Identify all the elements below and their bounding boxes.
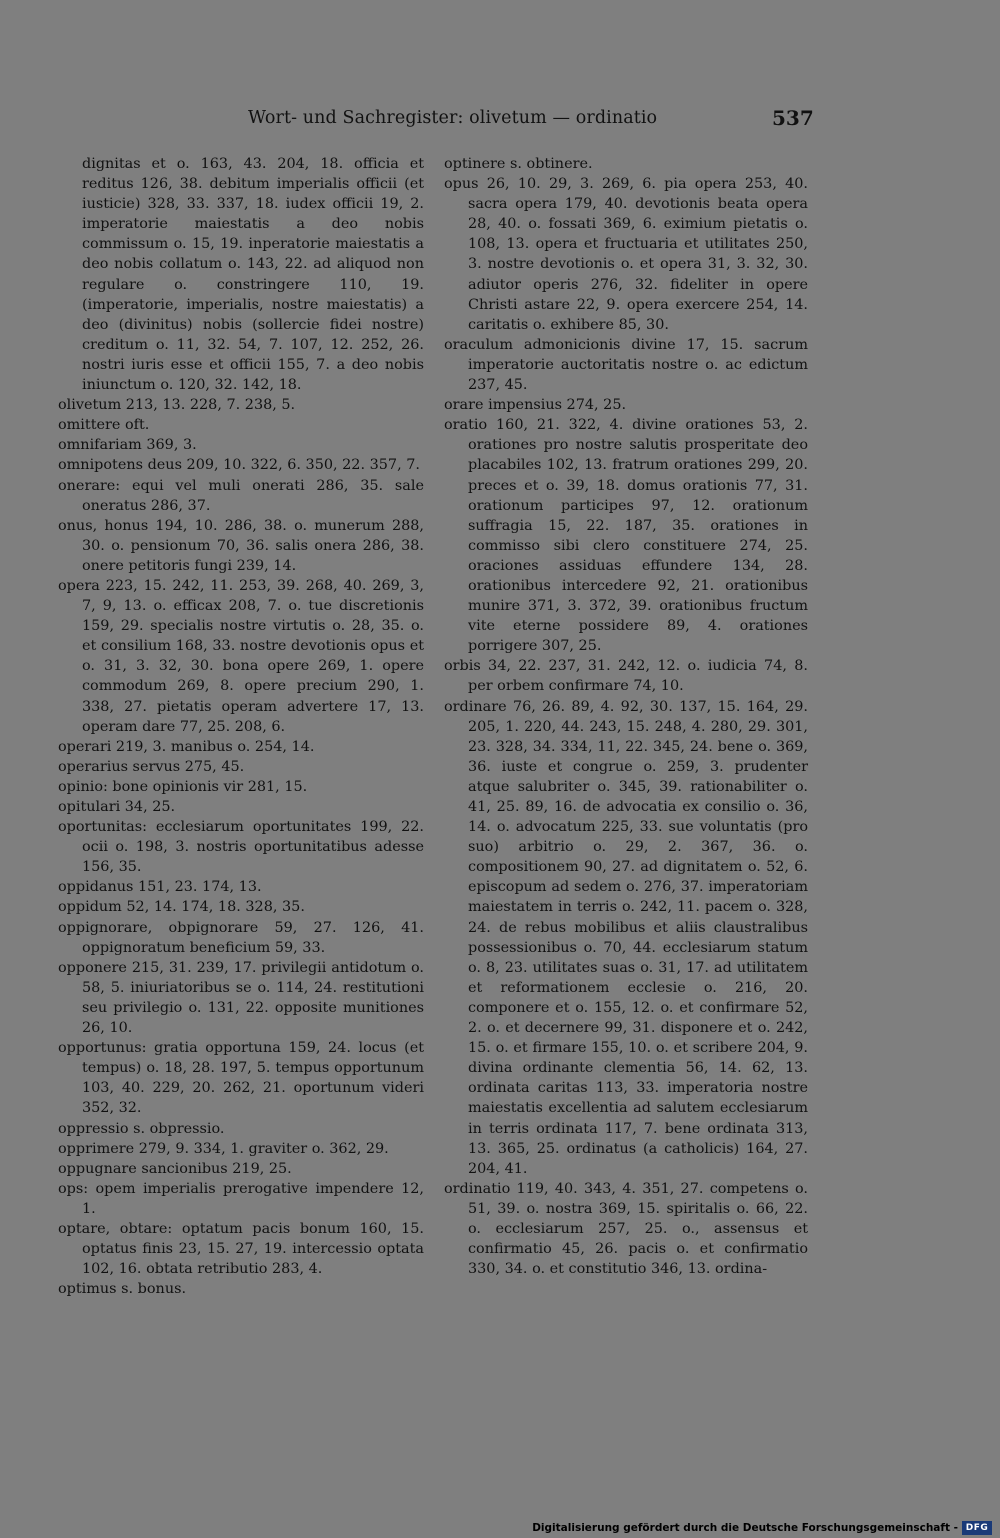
page-header-title: Wort- und Sachregister: olivetum — ordinatio — [248, 108, 658, 128]
funding-notice: Digitalisierung gefördert durch die Deutsche Forschungsgemeinschaft - — [532, 1522, 958, 1534]
index-entry: dignitas et o. 163, 43. 204, 18. officia et reditus 126, 38. debitum imperialis officii (et iusticie) 328, 33. 337, 18. iudex officii 19, 2. imperatorie maiestatis a deo nobis commissum o. 15, 19. inperatorie maiestatis a deo nobis collatum o. 143, 22. ad aliquod non regulare o. constringere 110, 19. (imperatorie, imperialis, nostre maiestatis) a deo (divinitus) nobis (sollercie fidei nostre) creditum o. 11, 32. 54, 7. 107, 12. 252, 26. nostri iuris esse et officii 155, 7. a deo nobis iniunctum o. 120, 32. 142, 18. — [82, 156, 424, 394]
index-entry: omnipotens deus 209, 10. 322, 6. 350, 22. 357, 7. — [58, 457, 420, 474]
index-entry: opinio: bone opinionis vir 281, 15. — [58, 778, 308, 795]
index-entry: ordinare 76, 26. 89, 4. 92, 30. 137, 15. 164, 29. 205, 1. 220, 44. 243, 15. 248, 4. 280, 29. 301, 23. 328, 34. 334, 11, 22. 345, 24. bene o. 369, 36. iuste et congrue o. 259, 3. prudenter atque salubriter o. 345, 39. rationabiliter o. 41, 25. 89, 16. de advocatia ex consilio o. 36, 14. o. advocatum 225, 33. sue voluntatis (pro suo) arbitrio o. 29, 2. 367, 36. o. compositionem 90, 27. ad dignitatem o. 52, 6. episcopum ad sedem o. 276, 37. imperatoriam maiestatem in terris o. 242, 11. pacem o. 328, 24. de rebus mobilibus et aliis claustralibus possessionibus o. 70, 44. ecclesiarum statum o. 8, 23. utilitates suas o. 31, 17. ad utilitatem et reformationem ecclesie o. 216, 20. componere et o. 155, 12. o. et confirmare 52, 2. o. et decernere 99, 31. disponere et o. 242, 15. o. et firmare 155, 10. o. et scribere 204, 9. divina ordinante clementia 56, 14. 62, 13. ordinata caritas 113, 33. imperatoria nostre maiestatis excellentia ad salutem ecclesiarum in terris ordinata 117, 7. bene ordinata 313, 13. 365, 25. ordinatus (a catholicis) 164, 27. 204, 41. — [444, 698, 808, 1177]
index-entry: oppressio s. obpressio. — [58, 1120, 225, 1137]
index-entry: opus 26, 10. 29, 3. 269, 6. pia opera 253, 40. sacra opera 179, 40. devotionis beata opera 28, 40. o. fossati 369, 6. eximium pietatis o. 108, 13. opera et fructuaria et utilitates 250, 3. nostre devotionis o. et opera 31, 3. 32, 30. adiutor operis 276, 32. fideliter in opere Christi astare 22, 9. opera exercere 254, 14. caritatis o. exhibere 85, 30. — [444, 176, 808, 333]
index-entry: optimus s. bonus. — [58, 1281, 187, 1298]
index-entry: oraculum admonicionis divine 17, 15. sacrum imperatorie auctoritatis nostre o. ac edictum 237, 45. — [444, 336, 808, 394]
index-entry: optare, obtare: optatum pacis bonum 160, 15. optatus finis 23, 15. 27, 19. intercessio optata 102, 16. obtata retributio 283, 4. — [58, 1220, 424, 1278]
dfg-logo: DFG — [962, 1521, 992, 1535]
index-entry: oppidum 52, 14. 174, 18. 328, 35. — [58, 899, 305, 916]
index-entry: operari 219, 3. manibus o. 254, 14. — [58, 738, 315, 755]
index-entry: omittere oft. — [58, 417, 150, 434]
index-entry: olivetum 213, 13. 228, 7. 238, 5. — [58, 397, 296, 414]
index-entry: omnifariam 369, 3. — [58, 437, 197, 454]
footer — [0, 1516, 1000, 1538]
index-entry: orare impensius 274, 25. — [444, 397, 627, 414]
running-head — [0, 108, 1000, 134]
index-entry: oppugnare sancionibus 219, 25. — [58, 1160, 292, 1177]
index-entry: ordinatio 119, 40. 343, 4. 351, 27. competens o. 51, 39. o. nostra 369, 15. spiritalis o. 66, 22. o. ecclesiarum 257, 25. o., assensus et confirmatio 45, 26. pacis o. et confirmatio 330, 34. o. et constitutio 346, 13. ordina- — [444, 1180, 808, 1278]
index-entry: oppidanus 151, 23. 174, 13. — [58, 879, 262, 896]
index-entry: optinere s. obtinere. — [444, 156, 593, 172]
index-entry: onus, honus 194, 10. 286, 38. o. munerum 288, 30. o. pensionum 70, 36. salis onera 286, 38. onere petitoris fungi 239, 14. — [58, 517, 424, 574]
index-entry: opera 223, 15. 242, 11. 253, 39. 268, 40. 269, 3, 7, 9, 13. o. efficax 208, 7. o. tue discretionis 159, 29. specialis nostre virtutis o. 28, 35. o. et consilium 168, 33. nostre devotionis opus et o. 31, 3. 32, 30. bona opere 269, 1. opere commodum 269, 8. opere precium 290, 1. 338, 27. pietatis operam advertere 17, 13. operam dare 77, 25. 208, 6. — [58, 577, 424, 735]
right-column — [444, 154, 808, 1279]
index-entry: opitulari 34, 25. — [58, 799, 176, 815]
index-entry: oportunitas: ecclesiarum oportunitates 199, 22. ocii o. 198, 3. nostris oportunitatibus adesse 156, 35. — [58, 819, 424, 876]
index-entry: oppignorare, obpignorare 59, 27. 126, 41. oppignoratum beneficium 59, 33. — [58, 919, 424, 956]
index-entry: opponere 215, 31. 239, 17. privilegii antidotum o. 58, 5. iniuriatoribus se o. 114, 24. restitutioni seu privilegio o. 131, 22. opposite munitiones 26, 10. — [58, 959, 424, 1037]
page-number: 537 — [772, 106, 814, 130]
index-entry: operarius servus 275, 45. — [58, 758, 245, 775]
left-column — [58, 154, 424, 1299]
index-entry: opportunus: gratia opportuna 159, 24. locus (et tempus) o. 18, 28. 197, 5. tempus opportunum 103, 40. 229, 20. 262, 21. oportunum videri 352, 32. — [58, 1040, 424, 1117]
index-entry: ops: opem imperialis prerogative impendere 12, 1. — [58, 1180, 424, 1217]
index-entry: opprimere 279, 9. 334, 1. graviter o. 362, 29. — [58, 1140, 389, 1157]
index-entry: oratio 160, 21. 322, 4. divine orationes 53, 2. orationes pro nostre salutis prosperitate deo placabiles 102, 13. fratrum orationes 299, 20. preces et o. 39, 18. domus orationis 77, 31. orationum participes 97, 12. orationum suffragia 15, 22. 187, 35. orationes in commisso sibi clero constituere 274, 25. oraciones assiduas effundere 134, 28. orationibus intercedere 92, 21. orationibus munire 371, 3. 372, 39. orationibus fructum vite eterne possidere 89, 4. orationes porrigere 307, 25. — [444, 417, 808, 655]
index-entry: onerare: equi vel muli onerati 286, 35. sale oneratus 286, 37. — [58, 477, 424, 514]
index-entry: orbis 34, 22. 237, 31. 242, 12. o. iudicia 74, 8. per orbem confirmare 74, 10. — [444, 658, 808, 695]
